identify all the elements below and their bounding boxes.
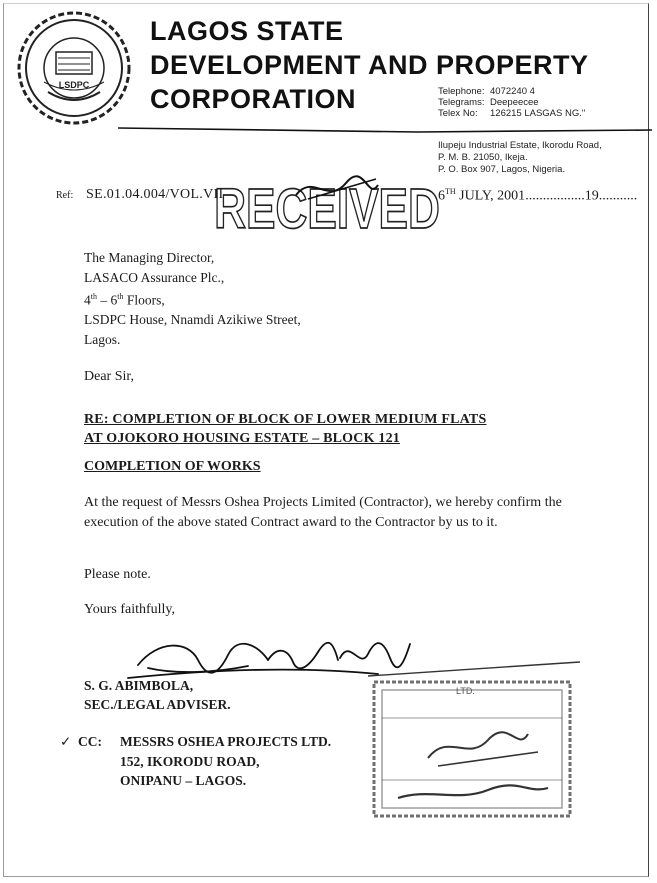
cc-line: ✓ CC: MESSRS OSHEA PROJECTS LTD. bbox=[60, 732, 331, 752]
salutation: Dear Sir, bbox=[84, 369, 134, 384]
address-line: P. O. Box 907, Lagos, Nigeria. bbox=[438, 164, 566, 175]
reference-label: Ref: bbox=[56, 190, 74, 201]
closing-text: Yours faithfully, bbox=[84, 602, 176, 617]
carbon-copy-block bbox=[60, 732, 331, 791]
contact-details bbox=[438, 86, 585, 119]
stamp-text: LTD. bbox=[456, 686, 475, 696]
contact-telegrams: Telegrams: Deepeecee bbox=[438, 97, 539, 108]
received-stamp bbox=[214, 155, 440, 241]
svg-text:LSDPC: LSDPC bbox=[58, 80, 90, 90]
cc-line: ONIPANU – LAGOS. bbox=[120, 773, 247, 788]
signatory-title: SEC./LEGAL ADVISER. bbox=[84, 697, 231, 712]
letter-date: 6TH JULY, 2001.................19........... bbox=[438, 187, 638, 204]
recipient-line: LASACO Assurance Plc., bbox=[84, 269, 225, 285]
contact-telephone: Telephone: 4072240 4 bbox=[438, 86, 535, 97]
note-text: Please note. bbox=[84, 567, 151, 582]
recipient-line: 4th – 6th Floors, bbox=[84, 292, 165, 308]
recipient-address bbox=[84, 248, 301, 349]
address-line: P. M. B. 21050, Ikeja. bbox=[438, 152, 528, 163]
org-name-line3: CORPORATION bbox=[150, 84, 356, 114]
address-line: Ilupeju Industrial Estate, Ikorodu Road, bbox=[438, 140, 602, 151]
section-heading: COMPLETION OF WORKS bbox=[84, 459, 261, 474]
reference-number: SE.01.04.004/VOL.VII bbox=[86, 187, 224, 202]
org-name-line2: DEVELOPMENT AND PROPERTY bbox=[150, 50, 589, 80]
recipient-line: LSDPC House, Nnamdi Azikiwe Street, bbox=[84, 312, 301, 327]
svg-text:RECEIVED: RECEIVED bbox=[214, 176, 440, 241]
org-name-line1: LAGOS STATE bbox=[150, 16, 344, 46]
subject-heading bbox=[84, 410, 486, 448]
cc-line: 152, IKORODU ROAD, bbox=[120, 753, 260, 769]
signatory-name: S. G. ABIMBOLA, bbox=[84, 678, 194, 693]
subject-line: RE: COMPLETION OF BLOCK OF LOWER MEDIUM FLATS bbox=[84, 412, 487, 427]
recipient-line: The Managing Director, bbox=[84, 250, 215, 265]
recipient-line: Lagos. bbox=[84, 331, 121, 347]
letterhead-rule bbox=[118, 126, 652, 138]
corporation-seal-logo bbox=[14, 8, 134, 128]
body-paragraph: At the request of Messrs Oshea Projects Limited (Contractor), we hereby confirm the execution of the above stated Contract award to the Contractor by us to it. bbox=[84, 495, 562, 530]
corporation-address bbox=[438, 140, 602, 176]
cc-label: CC: bbox=[78, 734, 102, 749]
contact-telex: Telex No: 126215 LASGAS NG." bbox=[438, 108, 586, 119]
signatory bbox=[84, 676, 231, 714]
subject-line: AT OJOKORO HOUSING ESTATE – BLOCK 121 bbox=[84, 431, 400, 446]
check-mark-icon: ✓ bbox=[60, 734, 72, 749]
